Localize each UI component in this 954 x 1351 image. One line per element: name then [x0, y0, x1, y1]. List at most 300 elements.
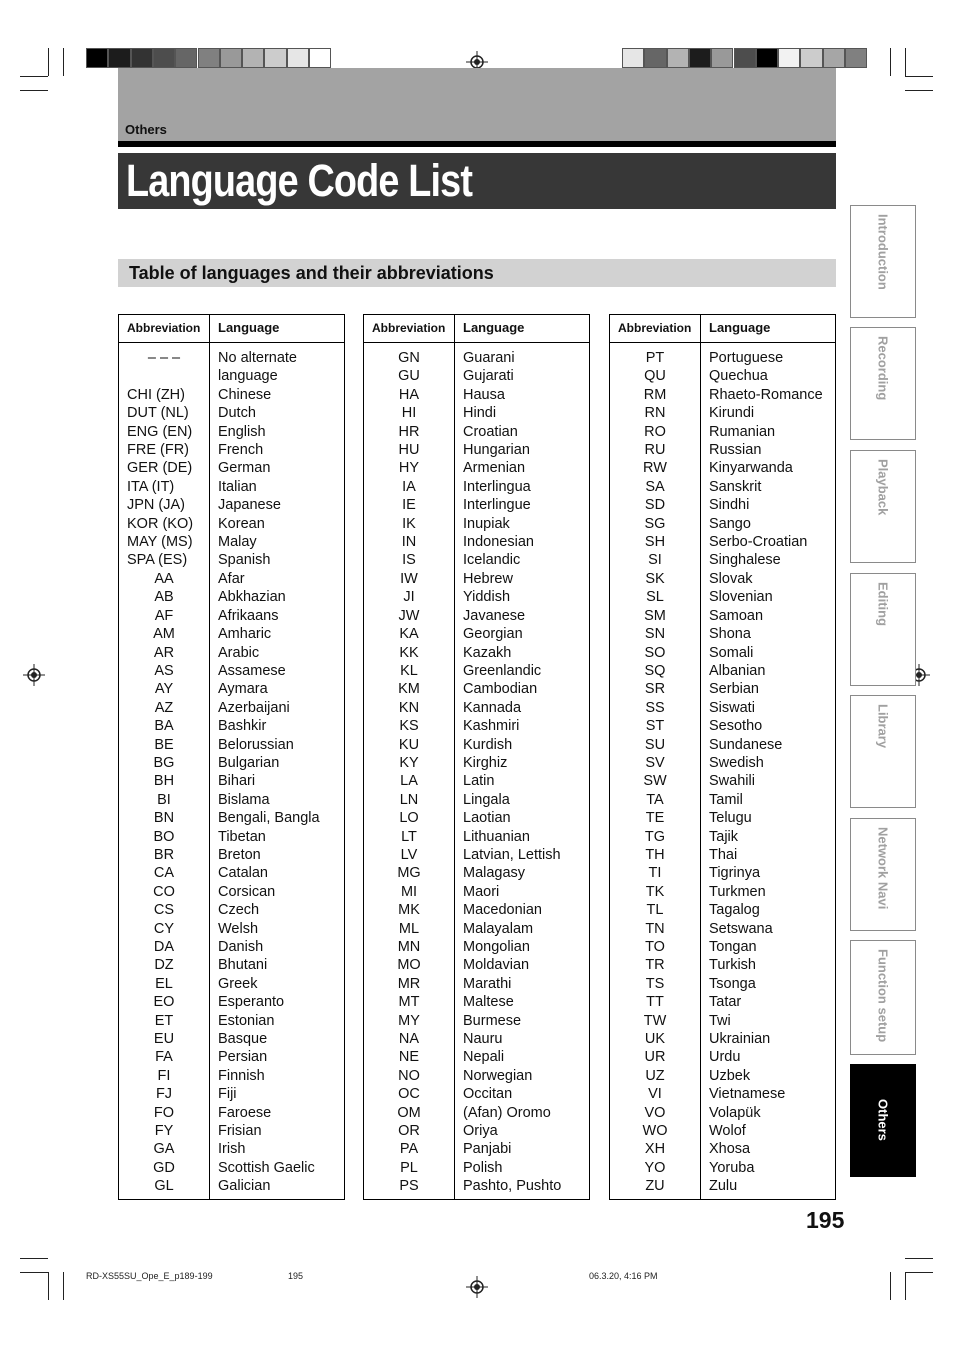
- language-name: Kinyarwanda: [709, 460, 793, 477]
- language-abbreviation: FA: [155, 1049, 173, 1066]
- table-row: [119, 846, 344, 864]
- table-row: [610, 993, 835, 1011]
- language-abbreviation: KM: [398, 681, 420, 698]
- language-name: Xhosa: [709, 1141, 751, 1158]
- language-abbreviation: MG: [397, 865, 421, 882]
- language-abbreviation: FO: [153, 1104, 175, 1121]
- table-row: [119, 551, 344, 569]
- color-swatch: [309, 48, 331, 68]
- tab-introduction[interactable]: [850, 205, 916, 318]
- language-name: Bashkir: [218, 718, 267, 735]
- language-abbreviation: KU: [398, 736, 420, 753]
- language-abbreviation: BN: [153, 810, 175, 827]
- table-row: [364, 699, 589, 717]
- language-code-table-3: [609, 314, 836, 1200]
- table-row: [364, 975, 589, 993]
- language-name: (Afan) Oromo: [463, 1104, 551, 1121]
- table-row: [364, 349, 589, 367]
- table-header: [364, 315, 589, 343]
- language-abbreviation: JW: [398, 607, 420, 624]
- table-row: [364, 1048, 589, 1066]
- language-name: Lithuanian: [463, 828, 530, 845]
- language-name: Marathi: [463, 975, 512, 992]
- table-row: [610, 846, 835, 864]
- language-name: Serbo-Croatian: [709, 534, 808, 551]
- table-row: [364, 791, 589, 809]
- language-abbreviation: TI: [648, 865, 662, 882]
- table-body: [119, 349, 344, 1196]
- language-abbreviation: XH: [644, 1141, 666, 1158]
- language-abbreviation: JPN (JA): [127, 497, 185, 514]
- language-abbreviation: TL: [646, 902, 664, 919]
- language-name: Zulu: [709, 1178, 738, 1195]
- language-abbreviation: OM: [397, 1104, 421, 1121]
- language-abbreviation: HA: [398, 386, 420, 403]
- table-row: [364, 404, 589, 422]
- language-name: Japanese: [218, 497, 281, 514]
- language-name: Kurdish: [463, 736, 513, 753]
- language-abbreviation: MAY (MS): [127, 534, 193, 551]
- table-row: [610, 975, 835, 993]
- language-abbreviation: BO: [153, 828, 175, 845]
- tab-label: Others: [875, 1099, 891, 1141]
- tab-label: Network Navi: [875, 827, 891, 910]
- color-swatch: [823, 48, 845, 68]
- table-row: [610, 1140, 835, 1158]
- language-name: Galician: [218, 1178, 271, 1195]
- language-abbreviation: MR: [397, 975, 421, 992]
- table-row: [610, 1048, 835, 1066]
- language-abbreviation: GA: [153, 1141, 175, 1158]
- table-row: [119, 367, 344, 385]
- table-row: [610, 386, 835, 404]
- language-abbreviation: IW: [400, 570, 418, 587]
- table-row: [610, 809, 835, 827]
- table-row: [119, 828, 344, 846]
- color-swatch: [800, 48, 822, 68]
- language-name: Scottish Gaelic: [218, 1159, 315, 1176]
- language-name: Arabic: [218, 644, 260, 661]
- language-name: Estonian: [218, 1012, 275, 1029]
- language-name: Wolof: [709, 1123, 746, 1140]
- language-name: Tsonga: [709, 975, 756, 992]
- table-row: [610, 404, 835, 422]
- table-row: [364, 864, 589, 882]
- table-row: [610, 367, 835, 385]
- table-row: [119, 1159, 344, 1177]
- language-abbreviation: RW: [643, 460, 667, 477]
- table-row: [610, 533, 835, 551]
- language-abbreviation: BR: [153, 846, 175, 863]
- table-row: [119, 1085, 344, 1103]
- language-abbreviation: CA: [153, 865, 175, 882]
- language-abbreviation: CHI (ZH): [127, 386, 185, 403]
- language-abbreviation: MY: [398, 1012, 420, 1029]
- table-row: [364, 809, 589, 827]
- language-name: Kannada: [463, 699, 522, 716]
- language-abbreviation: IS: [402, 552, 416, 569]
- language-name: Bislama: [218, 791, 270, 808]
- language-name: Tajik: [709, 828, 739, 845]
- footer-timestamp: 06.3.20, 4:16 PM: [589, 1271, 658, 1281]
- language-name: Welsh: [218, 920, 259, 937]
- table-row: [610, 956, 835, 974]
- language-abbreviation: KOR (KO): [127, 515, 194, 532]
- table-row: [364, 551, 589, 569]
- crop-mark: [890, 1272, 891, 1300]
- language-abbreviation: AB: [154, 589, 174, 606]
- language-abbreviation: HU: [398, 442, 420, 459]
- language-abbreviation: GU: [398, 368, 420, 385]
- language-name: Inupiak: [463, 515, 510, 532]
- color-swatch: [131, 48, 153, 68]
- color-swatch: [778, 48, 800, 68]
- tab-editing[interactable]: [850, 573, 916, 686]
- language-abbreviation: SPA (ES): [127, 552, 188, 569]
- language-name: Tongan: [709, 939, 757, 955]
- language-abbreviation: CY: [153, 920, 175, 937]
- language-name: Lingala: [463, 791, 510, 808]
- language-abbreviation: KN: [398, 699, 420, 716]
- language-abbreviation: CS: [153, 902, 175, 919]
- language-abbreviation: FJ: [155, 1086, 173, 1103]
- language-abbreviation: TO: [645, 939, 665, 955]
- language-abbreviation: CO: [153, 883, 175, 900]
- language-abbreviation: TT: [646, 994, 664, 1011]
- table-row: [364, 1030, 589, 1048]
- language-abbreviation: VI: [648, 1086, 662, 1103]
- language-abbreviation: OC: [398, 1086, 420, 1103]
- crop-mark: [63, 48, 64, 76]
- language-name: Georgian: [463, 626, 523, 643]
- language-name: Belorussian: [218, 736, 294, 753]
- language-name: Catalan: [218, 865, 268, 882]
- language-name: Swahili: [709, 773, 755, 790]
- language-abbreviation: RM: [643, 386, 667, 403]
- language-code-table-2: [363, 314, 590, 1200]
- language-abbreviation: UR: [644, 1049, 666, 1066]
- language-name: Uzbek: [709, 1067, 751, 1084]
- tab-network-navi[interactable]: [850, 818, 916, 931]
- table-row: [364, 386, 589, 404]
- language-name: Cambodian: [463, 681, 538, 698]
- language-name: Guarani: [463, 350, 515, 366]
- language-abbreviation: ITA (IT): [127, 478, 175, 495]
- language-abbreviation: KS: [399, 718, 419, 735]
- language-name: Afar: [218, 570, 245, 587]
- crop-mark: [905, 90, 933, 91]
- language-name: Nauru: [463, 1031, 503, 1048]
- crop-mark: [905, 76, 933, 77]
- table-row: [610, 772, 835, 790]
- crop-mark: [905, 1258, 933, 1259]
- language-name: Maori: [463, 883, 500, 900]
- language-abbreviation: AF: [154, 607, 174, 624]
- language-name: Sundanese: [709, 736, 783, 753]
- language-abbreviation: TG: [644, 828, 666, 845]
- table-row: [364, 1159, 589, 1177]
- table-row: [364, 1177, 589, 1195]
- tab-library[interactable]: [850, 695, 916, 808]
- language-name: Armenian: [463, 460, 526, 477]
- table-row: [610, 717, 835, 735]
- language-name: Frisian: [218, 1123, 262, 1140]
- language-name: Italian: [218, 478, 257, 495]
- table-row: [610, 662, 835, 680]
- language-column-header: Language: [218, 320, 280, 335]
- crop-mark: [48, 48, 49, 76]
- language-abbreviation: SU: [644, 736, 666, 753]
- language-name: Indonesian: [463, 534, 534, 551]
- language-abbreviation: AM: [153, 626, 175, 643]
- language-abbreviation: IA: [402, 478, 416, 495]
- language-abbreviation: AA: [154, 570, 174, 587]
- language-abbreviation: NO: [398, 1067, 420, 1084]
- tab-function-setup[interactable]: [850, 940, 916, 1055]
- table-row: [364, 533, 589, 551]
- language-name: Russian: [709, 442, 762, 459]
- color-swatch: [108, 48, 130, 68]
- table-row: [119, 864, 344, 882]
- language-name: Tamil: [709, 791, 743, 808]
- language-abbreviation: GN: [398, 350, 420, 366]
- language-name: Siswati: [709, 699, 755, 716]
- table-row: [364, 1085, 589, 1103]
- table-row: [119, 883, 344, 901]
- language-abbreviation: OR: [398, 1123, 420, 1140]
- table-row: [364, 423, 589, 441]
- table-row: [610, 883, 835, 901]
- language-abbreviation: SS: [645, 699, 665, 716]
- language-abbreviation: UK: [644, 1031, 666, 1048]
- language-abbreviation: IK: [402, 515, 416, 532]
- language-name: Somali: [709, 644, 754, 661]
- language-name: Danish: [218, 939, 264, 955]
- color-swatch: [622, 48, 644, 68]
- language-name: Sanskrit: [709, 478, 762, 495]
- table-row: [119, 1030, 344, 1048]
- language-abbreviation: GL: [154, 1178, 174, 1195]
- language-abbreviation: FRE (FR): [127, 442, 190, 459]
- table-row: [119, 736, 344, 754]
- language-name: Bengali, Bangla: [218, 810, 320, 827]
- table-row: [119, 1067, 344, 1085]
- language-name: Kazakh: [463, 644, 512, 661]
- language-name: Malayalam: [463, 920, 534, 937]
- table-row: [119, 975, 344, 993]
- language-name: Malagasy: [463, 865, 526, 882]
- tab-recording[interactable]: [850, 327, 916, 440]
- language-abbreviation: SW: [643, 773, 667, 790]
- table-row: [610, 551, 835, 569]
- language-name: German: [218, 460, 271, 477]
- table-row: [364, 1140, 589, 1158]
- tab-label: Introduction: [875, 214, 891, 290]
- language-abbreviation: ENG (EN): [127, 423, 193, 440]
- table-row: [610, 864, 835, 882]
- table-row: [364, 754, 589, 772]
- language-name: Vietnamese: [709, 1086, 786, 1103]
- language-name: Panjabi: [463, 1141, 512, 1158]
- crop-mark: [890, 48, 891, 76]
- language-name: Sindhi: [709, 497, 750, 514]
- table-row: [364, 570, 589, 588]
- language-name: Esperanto: [218, 994, 285, 1011]
- language-name: Samoan: [709, 607, 764, 624]
- language-abbreviation: TA: [646, 791, 664, 808]
- language-column-header: Language: [463, 320, 525, 335]
- language-abbreviation: ST: [645, 718, 665, 735]
- language-name: Croatian: [463, 423, 518, 440]
- language-name: language: [218, 368, 278, 385]
- language-abbreviation: KY: [399, 754, 419, 771]
- table-row: [119, 901, 344, 919]
- language-abbreviation: VO: [644, 1104, 666, 1121]
- table-row: [364, 607, 589, 625]
- language-abbreviation: SL: [646, 589, 664, 606]
- language-name: Czech: [218, 902, 260, 919]
- language-abbreviation: LO: [399, 810, 419, 827]
- table-row: [119, 956, 344, 974]
- table-row: [364, 1012, 589, 1030]
- table-row: [364, 459, 589, 477]
- color-swatch: [242, 48, 264, 68]
- language-name: Slovak: [709, 570, 753, 587]
- table-row: [364, 1104, 589, 1122]
- language-name: Oriya: [463, 1123, 498, 1140]
- crop-mark: [20, 1258, 48, 1259]
- language-abbreviation: DA: [153, 939, 175, 955]
- language-abbreviation: NA: [398, 1031, 420, 1048]
- language-name: Urdu: [709, 1049, 741, 1066]
- footer-filename: RD-XS55SU_Ope_E_p189-199: [86, 1271, 213, 1281]
- language-abbreviation: GER (DE): [127, 460, 193, 477]
- registration-mark-icon: [466, 1276, 488, 1298]
- language-name: Basque: [218, 1031, 268, 1048]
- language-name: Albanian: [709, 662, 766, 679]
- language-name: No alternate: [218, 350, 297, 366]
- language-code-table-1: [118, 314, 345, 1200]
- language-name: Turkmen: [709, 883, 766, 900]
- language-name: Setswana: [709, 920, 773, 937]
- language-name: Rumanian: [709, 423, 776, 440]
- language-abbreviation: QU: [644, 368, 666, 385]
- table-row: [119, 791, 344, 809]
- table-row: [610, 1177, 835, 1195]
- language-abbreviation: TR: [645, 957, 665, 974]
- table-row: [610, 588, 835, 606]
- language-abbreviation: SO: [644, 644, 666, 661]
- crop-mark: [905, 48, 906, 76]
- language-name: Afrikaans: [218, 607, 279, 624]
- crop-mark: [20, 90, 48, 91]
- header-band: [118, 68, 836, 141]
- language-name: Occitan: [463, 1086, 513, 1103]
- language-abbreviation: AY: [154, 681, 174, 698]
- language-name: Mongolian: [463, 939, 530, 955]
- language-name: Laotian: [463, 810, 511, 827]
- language-abbreviation: WO: [642, 1123, 668, 1140]
- color-swatch: [86, 48, 108, 68]
- table-row: [119, 754, 344, 772]
- table-row: [119, 404, 344, 422]
- language-name: Rhaeto-Romance: [709, 386, 823, 403]
- language-abbreviation: DZ: [154, 957, 174, 974]
- language-name: English: [218, 423, 266, 440]
- page-title: Language Code List: [126, 155, 473, 206]
- language-abbreviation: EO: [153, 994, 175, 1011]
- language-name: Volapük: [709, 1104, 761, 1121]
- language-name: Portuguese: [709, 350, 784, 366]
- table-row: [119, 1012, 344, 1030]
- language-abbreviation: KK: [399, 644, 419, 661]
- table-row: [364, 717, 589, 735]
- language-name: Serbian: [709, 681, 759, 698]
- table-row: [119, 1122, 344, 1140]
- table-row: [610, 1067, 835, 1085]
- language-abbreviation: HI: [401, 405, 417, 422]
- breadcrumb: Others: [125, 122, 167, 137]
- language-name: Maltese: [463, 994, 514, 1011]
- language-name: Faroese: [218, 1104, 272, 1121]
- language-name: Polish: [463, 1159, 503, 1176]
- table-row: [364, 441, 589, 459]
- tab-playback[interactable]: [850, 450, 916, 563]
- language-name: Fiji: [218, 1086, 237, 1103]
- table-row: [119, 699, 344, 717]
- language-name: Spanish: [218, 552, 271, 569]
- table-row: [119, 625, 344, 643]
- language-abbreviation: HY: [398, 460, 420, 477]
- language-abbreviation: YO: [644, 1159, 666, 1176]
- language-name: Tigrinya: [709, 865, 761, 882]
- language-abbreviation: SA: [645, 478, 665, 495]
- table-row: [364, 367, 589, 385]
- table-row: [364, 993, 589, 1011]
- table-row: [119, 496, 344, 514]
- table-row: [119, 1048, 344, 1066]
- table-row: [119, 717, 344, 735]
- language-name: Tibetan: [218, 828, 266, 845]
- language-abbreviation: BE: [154, 736, 174, 753]
- language-abbreviation: – – –: [147, 350, 181, 366]
- language-name: Interlingua: [463, 478, 531, 495]
- table-row: [610, 901, 835, 919]
- language-name: Yoruba: [709, 1159, 755, 1176]
- language-name: Telugu: [709, 810, 752, 827]
- language-abbreviation: BA: [154, 718, 174, 735]
- language-name: Chinese: [218, 386, 272, 403]
- table-row: [610, 791, 835, 809]
- table-row: [119, 772, 344, 790]
- table-row: [364, 1067, 589, 1085]
- language-name: Quechua: [709, 368, 768, 385]
- tab-others[interactable]: [850, 1064, 916, 1177]
- language-abbreviation: EL: [155, 975, 173, 992]
- table-row: [119, 588, 344, 606]
- language-name: Azerbaijani: [218, 699, 290, 716]
- color-swatch: [198, 48, 220, 68]
- language-name: Finnish: [218, 1067, 265, 1084]
- language-abbreviation: JI: [403, 589, 415, 606]
- language-abbreviation: SR: [644, 681, 666, 698]
- table-row: [610, 1104, 835, 1122]
- table-row: [610, 423, 835, 441]
- color-swatch: [153, 48, 175, 68]
- language-name: Moldavian: [463, 957, 530, 974]
- language-abbreviation: SM: [644, 607, 666, 624]
- language-abbreviation: IN: [401, 534, 417, 551]
